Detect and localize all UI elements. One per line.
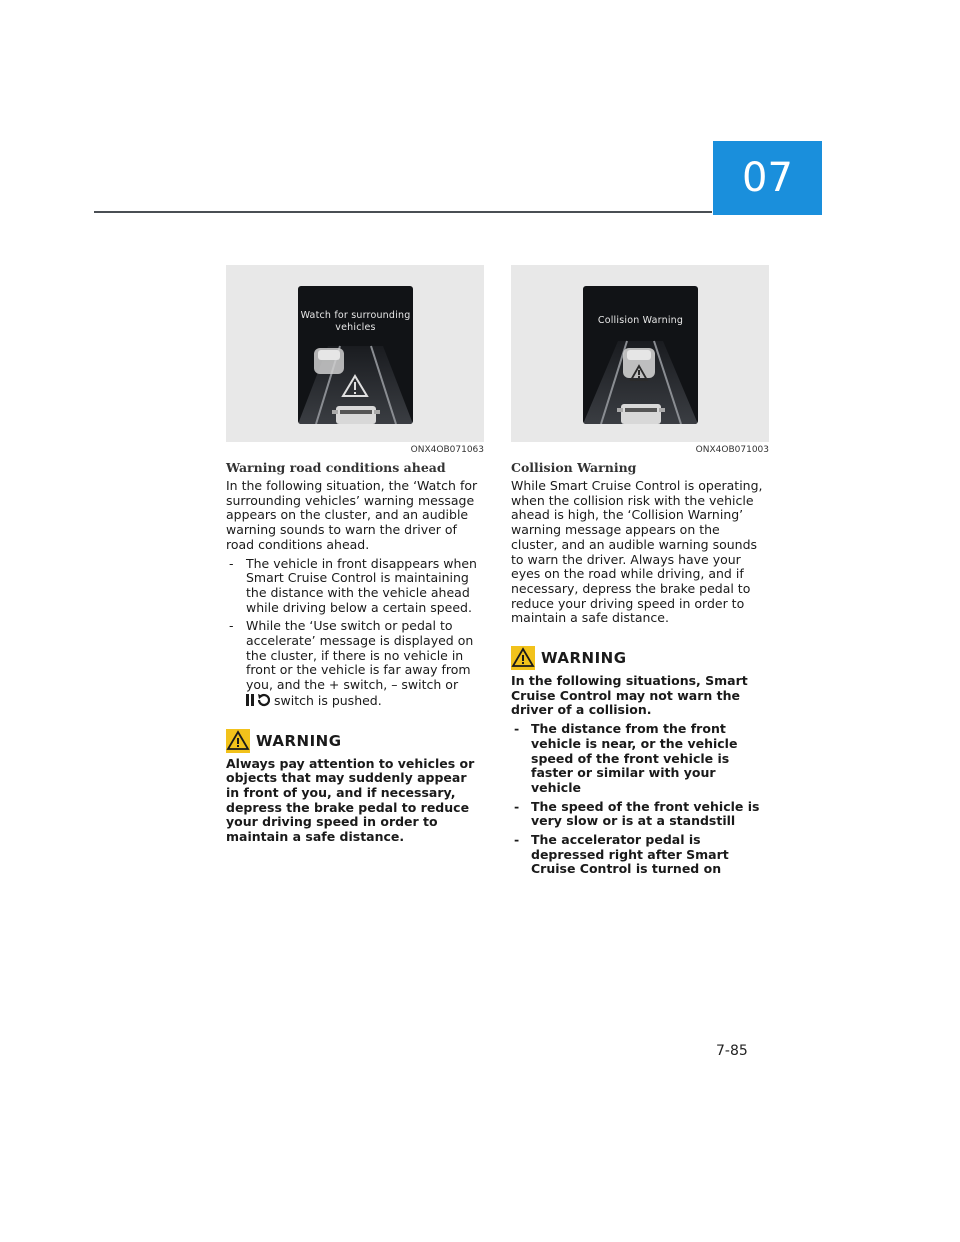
warning-icon: [511, 646, 535, 670]
warning-header: [226, 729, 484, 753]
header-rule: [94, 211, 712, 213]
cluster-message: Collision Warning: [597, 315, 684, 326]
cancel-resume-switch-icon: [246, 693, 270, 707]
right-column: [511, 265, 769, 881]
cluster-display: [583, 286, 698, 424]
figure-road-conditions: [226, 265, 484, 442]
cluster-message-line-1: Watch for surrounding: [300, 310, 411, 321]
collision-scene-illustration: [583, 286, 698, 424]
cluster-message-line-2: vehicles: [335, 322, 376, 333]
list-item: - While the ‘Use switch or pedal to accelerate’ message is displayed on the cluster, if there is no vehicle in front or the vehicle is far away from you, and the + switch, – switch or switch is pushed.: [229, 618, 474, 708]
situation-list: [226, 557, 484, 709]
figure-collision-warning: [511, 265, 769, 442]
road-scene-illustration: [298, 286, 413, 424]
own-vehicle-icon: [617, 404, 665, 424]
warning-situation-list: [511, 722, 769, 877]
own-vehicle-icon: [332, 406, 380, 424]
warning-text: Always pay attention to vehicles or objects that may suddenly appear in front of you, and if necessary, depress the brake pedal to reduce your driving speed in order to maintain a safe distance.: [226, 755, 475, 845]
list-item: - The accelerator pedal is depressed right after Smart Cruise Control is turned on: [514, 832, 729, 877]
intro-paragraph: In the following situation, the ‘Watch for surrounding vehicles’ warning message appears on the cluster, and an audible warning sounds to warn the driver of road conditions ahead.: [226, 478, 478, 552]
list-item: - The vehicle in front disappears when Smart Cruise Control is maintaining the distance with the vehicle ahead while driving below a certain speed.: [229, 555, 477, 615]
warning-header: [511, 646, 769, 670]
cluster-display: [298, 286, 413, 424]
chapter-tab: 07: [713, 141, 822, 215]
figure-code: ONX4OB071003: [695, 445, 769, 455]
warning-label: WARNING: [541, 649, 627, 668]
section-heading: Collision Warning: [511, 460, 637, 475]
front-vehicle-icon: [314, 348, 344, 374]
warning-icon: [226, 729, 250, 753]
list-item: - The speed of the front vehicle is very slow or is at a standstill: [514, 798, 760, 829]
page-number: 7-85: [716, 1043, 748, 1059]
figure-code: ONX4OB071063: [410, 445, 484, 455]
intro-paragraph: While Smart Cruise Control is operating, when the collision risk with the vehicle ahead is high, the ‘Collision Warning’ warning message appears on the cluster, and an audible warning sounds to warn the driver. Always have your eyes on the road while driving, and if necessary, depress the brake pedal to reduce your driving speed in order to maintain a safe distance.: [511, 478, 763, 626]
warning-label: WARNING: [256, 731, 342, 750]
left-column: [226, 265, 484, 845]
warning-text: In the following situations, Smart Cruise Control may not warn the driver of a collision.: [511, 673, 748, 718]
list-item: - The distance from the front vehicle is near, or the vehicle speed of the front vehicle is faster or similar with your vehicle: [514, 721, 738, 795]
section-heading: Warning road conditions ahead: [226, 460, 446, 475]
